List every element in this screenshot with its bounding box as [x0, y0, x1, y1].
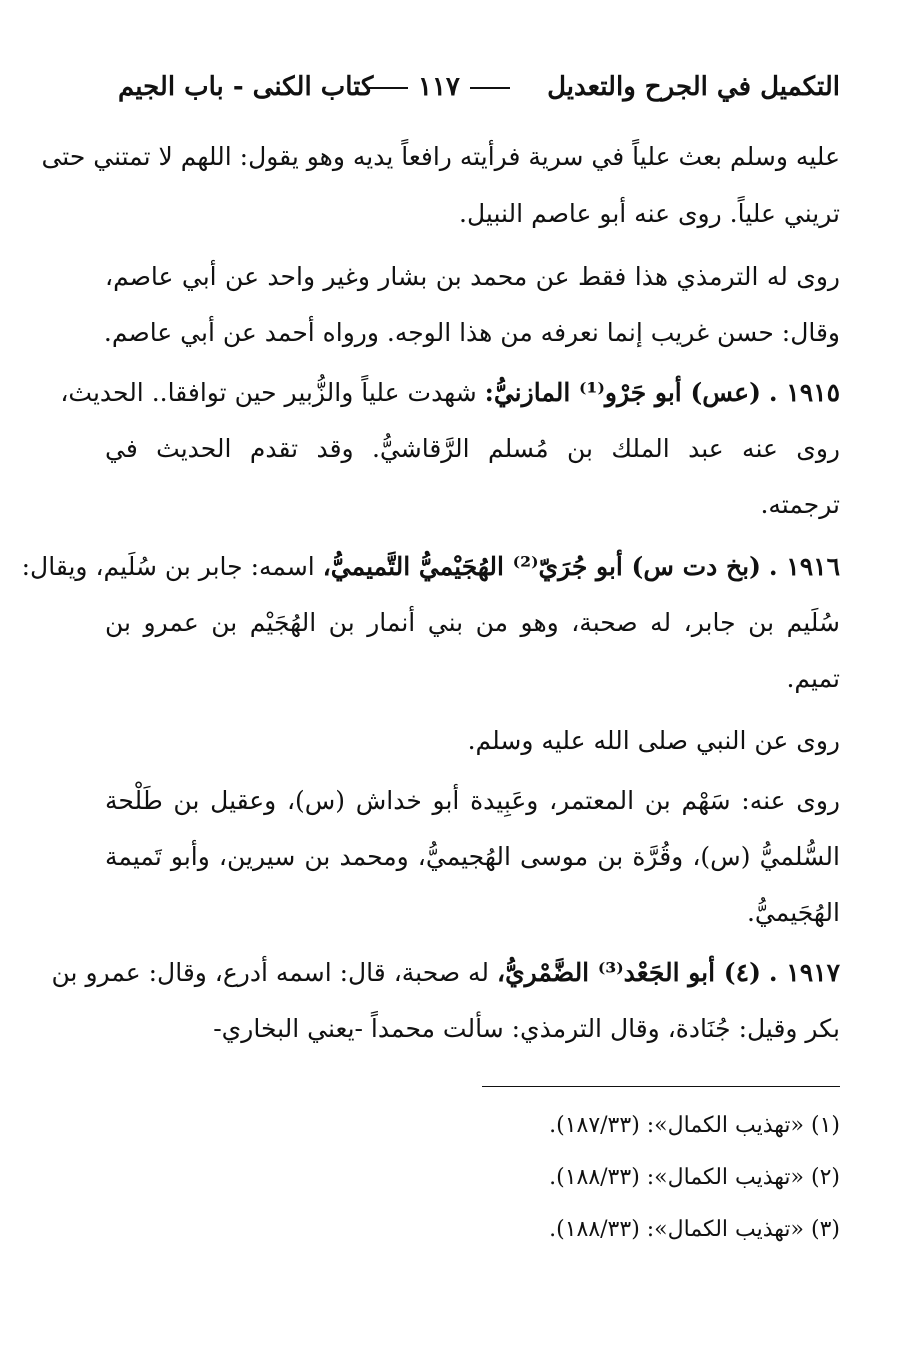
footnote-separator [482, 1086, 840, 1087]
entry-1916-heading [21, 552, 840, 586]
text-line: السُّلميُّ (س)، وقُرَّة بن موسى الهُجيميُّ، ومحمد بن سيرين، وأبو تَميمة [105, 842, 840, 871]
entry-number: ١٩١٧ . [768, 958, 840, 987]
entry-name: (بخ دت س) أبو جُرَيّ⁽²⁾ الهُجَيْميُّ التَّميميُّ، [322, 552, 761, 581]
entry-text: شهدت علياً والزُّبير حين توافقا.. الحديث، [60, 378, 477, 407]
header-chapter-title: كتاب الكنى - باب الجيم [118, 72, 374, 102]
running-header [118, 72, 840, 112]
page-number: ١١٧ [368, 72, 510, 102]
text-line: بكر وقيل: جُنَادة، وقال الترمذي: سألت محمداً -يعني البخاري- [213, 1014, 840, 1043]
text-line: روى عنه: سَهْم بن المعتمر، وعَبِيدة أبو خداش (س)، وعقيل بن طَلْحة [105, 786, 840, 815]
header-book-title: التكميل في الجرح والتعديل [547, 72, 840, 102]
text-line: سُلَيم بن جابر، له صحبة، وهو من بني أنمار بن الهُجَيْم بن عمرو بن [105, 608, 840, 637]
text-line: عليه وسلم بعث علياً في سرية فرأيته رافعاً يديه وهو يقول: اللهم لا تمتني حتى [41, 142, 840, 171]
entry-number: ١٩١٦ . [768, 552, 840, 581]
footnote: (٣) «تهذيب الكمال»: (١٨٨/٣٣). [549, 1217, 840, 1242]
text-line: ترجمته. [760, 490, 840, 519]
text-line: الهُجَيميُّ. [746, 898, 840, 927]
footnote: (٢) «تهذيب الكمال»: (١٨٨/٣٣). [549, 1165, 840, 1190]
text-line: روى له الترمذي هذا فقط عن محمد بن بشار وغير واحد عن أبي عاصم، [105, 262, 840, 291]
entry-text: له صحبة، قال: اسمه أدرع، وقال: عمرو بن [51, 958, 490, 987]
text-line: تريني علياً. روى عنه أبو عاصم النبيل. [459, 199, 840, 228]
entry-1915-heading [60, 378, 840, 412]
text-line: وقال: حسن غريب إنما نعرفه من هذا الوجه. ورواه أحمد عن أبي عاصم. [103, 318, 840, 347]
footnote: (١) «تهذيب الكمال»: (١٨٧/٣٣). [549, 1113, 840, 1138]
entry-number: ١٩١٥ . [768, 378, 840, 407]
entry-text: اسمه: جابر بن سُلَيم، ويقال: [21, 552, 315, 581]
text-line: روى عنه عبد الملك بن مُسلم الرَّقاشيُّ. وقد تقدم الحديث في [105, 434, 840, 463]
entry-name: (عس) أبو جَرْو⁽¹⁾ المازنيُّ: [484, 378, 761, 407]
text-line: روى عن النبي صلى الله عليه وسلم. [467, 726, 840, 755]
entry-name: (٤) أبو الجَعْد⁽³⁾ الضَّمْريُّ، [497, 958, 761, 987]
entry-1917-heading [51, 958, 840, 992]
text-line: تميم. [786, 664, 840, 693]
